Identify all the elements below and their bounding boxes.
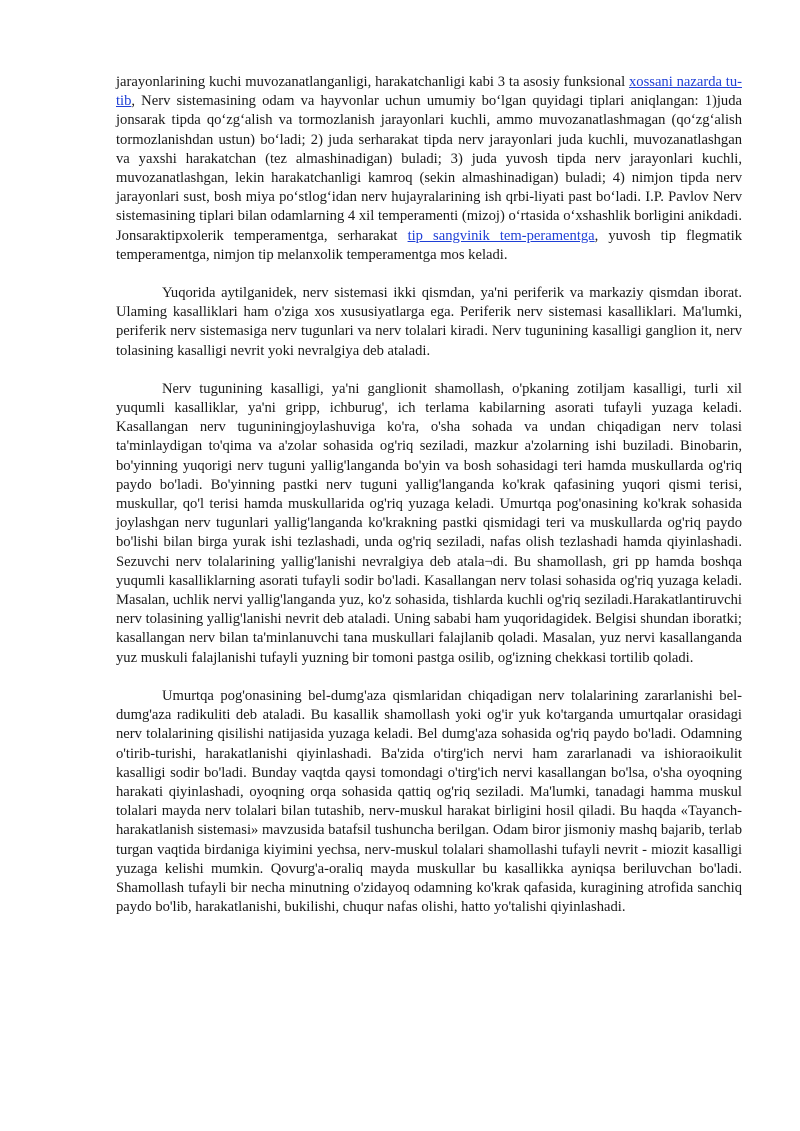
link-tip-sangvinik-temperamentga[interactable]: tip sangvinik tem-peramentga — [407, 227, 595, 244]
link-xossani-nazarda-tutib[interactable]: xossani nazarda tu-tib — [116, 74, 742, 110]
paragraph-text: Nerv tugunining kasalligi, ya'ni ganglionit shamollash, o'pkaning zotiljam kasalligi, turli xil yuqumli kasalliklar, ya'ni gripp, ichburug', ich terlama kabilarning asorati tufayli yuzaga keladi. Kasallangan nerv tuguniningjoylashuviga ko'ra, o'sha sohada va undan chiqadigan nerv tolasi ta'minlaydigan to'qima va a'zolar sohasida og'riq seziladi, mazkur a'zolarning ishi buziladi. Binobarin, bo'yinning yuqorigi nerv tuguni yallig'langanda bo'yin va bosh sohasidagi teri hamda muskullarda og'riq paydo bo'ladi. Bo'yinning pastki nerv tuguni yallig'langanda ko'krak qafasining yuqori qismi terisi, muskullar, qo'l terisi hamda muskullarida og'riq yuzaga keladi. Umurtqa pog'onasining ko'krak sohasida joylashgan nerv tugunlari yallig'langanda ko'krakning pastki qismidagi teri va muskullarda og'riq paydo bo'lishi bilan birga yurak ishi tezlashadi, unda og'riq seziladi, nafas olish tezlashadi hamda qiyinlashadi. Sezuvchi nerv tolalarining yallig'lanishi nevralgiya deb atala¬di. Bu shamollash, gri pp hamda boshqa yuqumli kasalliklarning asorati tufayli sodir bo'ladi. Kasallangan nerv tolasi sohasida og'riq yuzaga keladi. Masalan, uchlik nervi yallig'langanda yuz, ko'z sohasida, tishlarda kuchli og'riq seziladi.Harakatlantiruvchi nerv tolasining yallig'lanishi nevrit deb ataladi. Uning sababi ham yuqoridagidek. Belgisi shundan iboratki; kasallangan nerv bilan ta'minlanuvchi tana muskullari falajlanib qoladi. Masalan, yuz nervi kasallanganda yuz muskuli falajlanishi tufayli yuzning bir tomoni pastga osilib, og'izning chekkasi tortilib qoladi. — [116, 380, 742, 666]
paragraph-text: Umurtqa pog'onasining bel-dumg'aza qismlaridan chiqadigan nerv tolalarining zararlanishi bel-dumg'aza radikuliti deb ataladi. Bu kasallik shamollash yoki og'ir yuk ko'targanda umurtqalar orasidagi nerv tolalarining qisilishi natijasida yuzaga keladi. Bel dumg'aza sohasida og'riq paydo bo'ladi. Odamning o'tirib-turishi, harakatlanishi qiyinlashadi. Ba'zida o'tirg'ich nervi ham zararlanadi va ishioraoikulit kasalligi sodir bo'ladi. Bunday vaqtda qaysi tomondagi o'tirg'ich nervi kasallangan bo'lsa, o'sha oyoqning harakati qiyinlashadi, oyoqning orqa sohasida qattiq og'riq seziladi. Ma'lumki, tanadagi hamma muskul tolalari mayda nerv tolalari bilan tutashib, nerv-muskul harakat birligini hosil qiladi. Bu haqda «Tayanch-harakatlanish sistemasi» mavzusida batafsil tushuncha berilgan. Odam biror jismoniy mashq bajarib, terlab turgan vaqtida birdaniga kiyimini yechsa, nerv-muskul tolalari shamollashi tufayli nevrit - miozit kasalligi yuzaga kelishi mumkin. Qovurg'a-oraliq mayda muskullar bu kasallikka ayniqsa beriluvchan bo'ladi. Shamollash tufayli bir necha minutning o'zidayoq odamning ko'krak qafasida, kuragining atrofida sanchiq paydo bo'lib, harakatlanishi, bukilishi, chuqur nafas olishi, hatto yo'talishi qiyinlashadi. — [116, 687, 742, 916]
paragraph-1 — [116, 73, 742, 265]
paragraph-text: jarayonlarining kuchi muvozanatlanganligi, harakatchanligi kabi 3 ta asosiy funksional — [116, 74, 629, 90]
paragraph-3 — [116, 380, 742, 668]
paragraph-text: , Nerv sistemasining odam va hayvonlar uchun umumiy bo‘lgan quyidagi tiplari aniqlangan: 1)juda jonsarak tipda qo‘zg‘alish va tormozlanish jarayonlari kuchli, ammo muvozanatlashmagan (qo‘zg‘alish tormozlanishdan ustun) bo‘ladi; 2) juda serharakat tipda nerv jarayonlari juda kuchli, muvozanatlashgan va yaxshi harakatchan (tez almashinadigan) buladi; 3) juda yuvosh tipda nerv jarayonlari kuchli, muvozanatlashgan, lekin harakatchanligi kamroq (sekin almashinadigan) buladi; 4) nimjon tipda nerv jarayonlari sust, bosh miya po‘stlog‘idan nerv hujayralarining ish qrbi-liyati past bo‘ladi. I.P. Pavlov Nerv sistemasining tiplari bilan odamlarning 4 xil temperamenti (mizoj) o‘rtasida o‘xshashlik borligini anikdadi. Jonsaraktipxolerik temperamentga, serharakat — [116, 93, 742, 244]
document-page — [116, 73, 742, 917]
paragraph-text: , yuvosh tip flegmatik temperamentga, nimjon tip melanxolik temperamentga mos keladi. — [116, 227, 743, 263]
paragraph-4 — [116, 687, 742, 917]
paragraph-2 — [116, 284, 742, 361]
paragraph-text: Yuqorida aytilganidek, nerv sistemasi ikki qismdan, ya'ni periferik va markaziy qismdan iborat. Ulaming kasalliklari ham o'ziga xos xususiyatlarga ega. Periferik nerv sistemasi kasalliklari. Ma'lumki, periferik nerv sistemasiga nerv tugunlari va nerv tolalari kiradi. Nerv tugunining kasalligi ganglion it, nerv tolasining kasalligi nevrit yoki nevralgiya deb ataladi. — [116, 285, 742, 359]
